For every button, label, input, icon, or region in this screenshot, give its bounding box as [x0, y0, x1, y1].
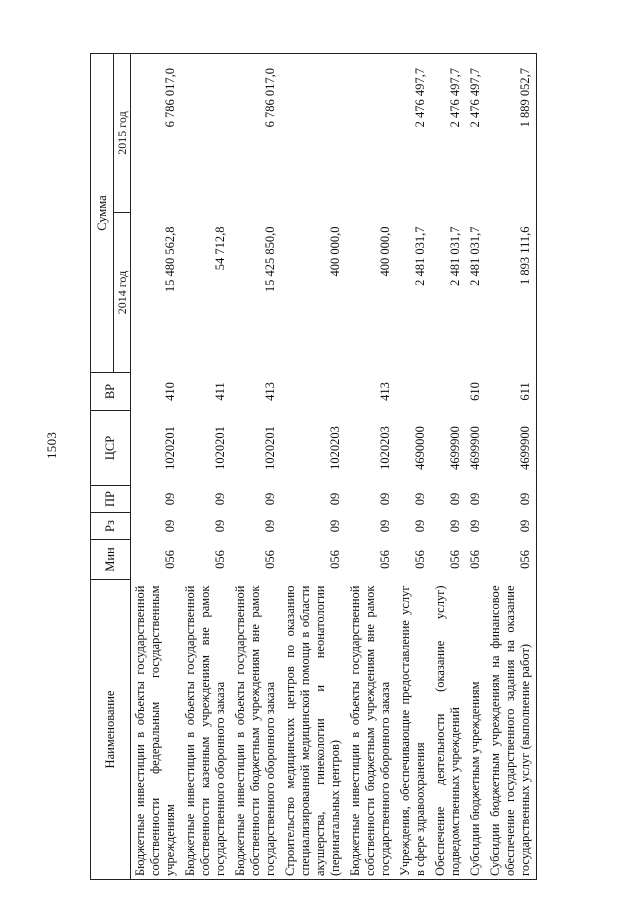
- header-pr: ПР: [91, 486, 131, 513]
- header-rz: Рз: [91, 513, 131, 540]
- header-sum: Сумма: [91, 54, 114, 373]
- row-csr: 1020203: [378, 426, 392, 470]
- row-rz: 09: [486, 513, 537, 540]
- row-pr: 09: [468, 492, 482, 506]
- row-pr: 09: [263, 492, 277, 506]
- table-row: [486, 54, 537, 880]
- table-row: [466, 54, 486, 880]
- table-row: [346, 54, 396, 880]
- row-min: 056: [263, 550, 277, 569]
- row-name: Бюджетные инвестиции в объекты государственной собственности федеральным государственным учреждениям: [131, 580, 182, 880]
- row-csr: 1020201: [163, 426, 177, 470]
- header-year-2014: 2014 год: [114, 213, 131, 373]
- table-row: [431, 54, 466, 880]
- header-vr: ВР: [91, 373, 131, 411]
- row-vr: [431, 373, 466, 411]
- row-sum-2014: 2 481 031,7: [448, 226, 462, 286]
- row-min: 056: [328, 550, 342, 569]
- row-csr: 1020201: [263, 426, 277, 470]
- row-sum-2014: 400 000,0: [328, 226, 342, 277]
- table-row: [396, 54, 431, 880]
- row-sum-2015: 6 786 017,0: [231, 54, 281, 213]
- row-name: Бюджетные инвестиции в объекты государственной собственности бюджетным учреждениям вне рамок государственного оборонного заказа: [346, 580, 396, 880]
- row-rz: 09: [378, 519, 392, 533]
- row-pr: 09: [413, 492, 427, 506]
- row-name: Обеспечение деятельности (оказание услуг) подведомственных учреждений: [431, 580, 466, 880]
- row-pr: 09: [486, 486, 537, 513]
- row-csr: 4699900: [486, 411, 537, 486]
- row-rz: 09: [328, 519, 342, 533]
- table-row: [131, 54, 182, 880]
- row-min: 056: [468, 550, 482, 569]
- table-row: [181, 54, 231, 880]
- rotated-page: [90, 54, 600, 880]
- table-row: [281, 54, 346, 880]
- header-row: [91, 54, 114, 880]
- row-pr: 09: [378, 492, 392, 506]
- row-rz: 09: [468, 519, 482, 533]
- row-sum-2014: 2 481 031,7: [468, 226, 482, 286]
- row-rz: 09: [263, 519, 277, 533]
- row-csr: 4699900: [448, 426, 462, 470]
- header-year-2015: 2015 год: [114, 54, 131, 213]
- row-sum-2014: 15 425 850,0: [263, 226, 277, 293]
- row-vr: [396, 373, 431, 411]
- row-vr: 610: [468, 382, 482, 401]
- row-min: 056: [163, 550, 177, 569]
- row-name: Учреждения, обеспечивающие предоставление услуг в сфере здравоохранения: [396, 580, 431, 880]
- row-vr: 413: [378, 382, 392, 401]
- row-sum-2014: 15 480 562,8: [163, 226, 177, 293]
- row-vr: [281, 373, 346, 411]
- row-min: 056: [378, 550, 392, 569]
- row-name: Строительство медицинских центров по оказанию специализированной медицинской помощи в области акушерства, гинекологии и неонатологии (перинатальных центров): [281, 580, 346, 880]
- row-sum-2015: [281, 54, 346, 213]
- row-pr: 09: [213, 492, 227, 506]
- row-rz: 09: [213, 519, 227, 533]
- row-sum-2015: 1 889 052,7: [486, 54, 537, 213]
- row-sum-2015: [181, 54, 231, 213]
- row-sum-2015: 2 476 497,7: [396, 54, 431, 213]
- row-min: 056: [486, 540, 537, 580]
- row-min: 056: [413, 550, 427, 569]
- row-sum-2014: 400 000,0: [378, 226, 392, 277]
- row-sum-2015: 6 786 017,0: [131, 54, 182, 213]
- table-row: [231, 54, 281, 880]
- row-vr: 410: [163, 382, 177, 401]
- row-sum-2014: 1 893 111,6: [486, 213, 537, 373]
- page-number: 1503: [44, 431, 59, 459]
- row-sum-2015: 2 476 497,7: [466, 54, 486, 213]
- row-rz: 09: [448, 519, 462, 533]
- row-min: 056: [448, 550, 462, 569]
- row-name: Субсидии бюджетным учреждениям на финансовое обеспечение государственного задания на оказание государственных услуг (выполнение работ): [486, 580, 537, 880]
- row-csr: 1020201: [213, 426, 227, 470]
- row-min: 056: [213, 550, 227, 569]
- row-csr: 4690000: [413, 426, 427, 470]
- row-pr: 09: [163, 492, 177, 506]
- row-rz: 09: [413, 519, 427, 533]
- budget-table: [90, 53, 537, 880]
- row-sum-2015: 2 476 497,7: [431, 54, 466, 213]
- row-sum-2014: 2 481 031,7: [413, 226, 427, 286]
- row-name: Бюджетные инвестиции в объекты государственной собственности бюджетным учреждениям вне рамок государственного оборонного заказа: [231, 580, 281, 880]
- row-vr: 411: [213, 382, 227, 401]
- row-vr: 413: [263, 382, 277, 401]
- header-name: Наименование: [91, 580, 131, 880]
- row-sum-2014: 54 712,8: [213, 226, 227, 271]
- row-rz: 09: [163, 519, 177, 533]
- row-csr: 1020203: [328, 426, 342, 470]
- row-csr: 4699900: [468, 426, 482, 470]
- table-body: [131, 54, 537, 880]
- row-vr: 611: [486, 373, 537, 411]
- row-name: Субсидии бюджетным учреждениям: [466, 580, 486, 880]
- row-pr: 09: [328, 492, 342, 506]
- row-sum-2015: [346, 54, 396, 213]
- header-csr: ЦСР: [91, 411, 131, 486]
- row-name: Бюджетные инвестиции в объекты государственной собственности казенным учреждениям вне рамок государственного оборонного заказа: [181, 580, 231, 880]
- row-pr: 09: [448, 492, 462, 506]
- header-min: Мин: [91, 540, 131, 580]
